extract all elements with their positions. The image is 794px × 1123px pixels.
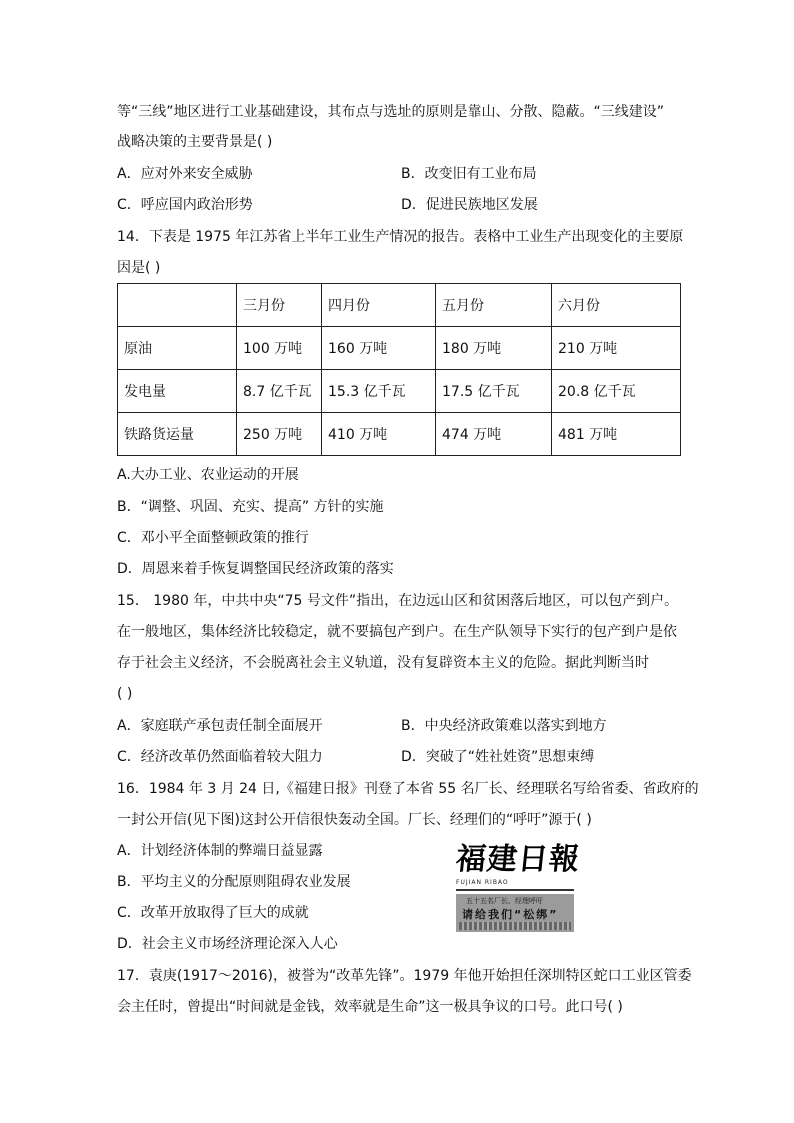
q13-option-c: C．呼应国内政治形势 <box>117 197 253 213</box>
q14-option-b: B．“调整、巩固、充实、提高” 方针的实施 <box>117 499 384 515</box>
table-cell: 210 万吨 <box>552 327 681 370</box>
q14-option-d: D．周恩来着手恢复调整国民经济政策的落实 <box>117 561 394 577</box>
table-cell: 481 万吨 <box>552 413 681 456</box>
table-row <box>118 327 681 370</box>
q16-option-b: B．平均主义的分配原则阻碍农业发展 <box>117 874 351 890</box>
q15-stem-line-2: 在一般地区，集体经济比较稳定，就不要搞包产到户。在生产队领导下实行的包产到户是依 <box>117 624 677 640</box>
q13-stem-line-2: 战略决策的主要背景是( ) <box>117 134 273 150</box>
newspaper-kicker: 五十五名厂长、经理呼吁 <box>466 897 543 905</box>
q15-stem-line-3: 存于社会主义经济，不会脱离社会主义轨道，没有复辟资本主义的危险。据此判断当时 <box>117 655 649 671</box>
q16-option-a: A．计划经济体制的弊端日益显露 <box>117 843 323 859</box>
q17-stem-line-1: 17．袁庚(1917～2016)，被誉为“改革先锋”。1979 年他开始担任深圳特区蛇口工业区管委 <box>117 968 692 984</box>
table-cell: 17.5 亿千瓦 <box>436 370 552 413</box>
q14-stem-line-2: 因是( ) <box>117 260 161 276</box>
table-cell: 100 万吨 <box>237 327 322 370</box>
table-cell: 发电量 <box>118 370 237 413</box>
table-cell: 160 万吨 <box>322 327 436 370</box>
table-cell: 410 万吨 <box>322 413 436 456</box>
newspaper-rule <box>456 889 574 891</box>
newspaper-headline-block <box>456 894 574 932</box>
q15-option-a: A．家庭联产承包责任制全面展开 <box>117 718 323 734</box>
table-header-cell: 四月份 <box>322 284 436 327</box>
newspaper-headline: 请给我们“松绑” <box>462 908 559 921</box>
q14-stem-line-1: 14．下表是 1975 年江苏省上半年工业生产情况的报告。表格中工业生产出现变化的主要原 <box>117 229 684 245</box>
newspaper-masthead: 福建日報 <box>454 842 582 877</box>
q15-stem-line-1: 15． 1980 年，中共中央“75 号文件”指出，在边远山区和贫困落后地区，可以包产到户。 <box>117 593 679 609</box>
newspaper-body-text <box>459 922 571 930</box>
q15-option-c: C．经济改革仍然面临着较大阻力 <box>117 749 323 765</box>
q16-option-c: C．改革开放取得了巨大的成就 <box>117 905 309 921</box>
q13-option-a: A．应对外来安全威胁 <box>117 166 253 182</box>
table-cell: 20.8 亿千瓦 <box>552 370 681 413</box>
table-cell: 180 万吨 <box>436 327 552 370</box>
table-cell: 8.7 亿千瓦 <box>237 370 322 413</box>
table-header-cell: 五月份 <box>436 284 552 327</box>
q16-stem-line-2: 一封公开信(见下图)这封公开信很快轰动全国。厂长、经理们的“呼吁”源于( ) <box>117 812 592 828</box>
fujian-daily-newspaper-image <box>454 842 582 941</box>
q14-option-a: A.大办工业、农业运动的开展 <box>117 467 299 483</box>
table-cell: 铁路货运量 <box>118 413 237 456</box>
table-cell: 250 万吨 <box>237 413 322 456</box>
table-row <box>118 370 681 413</box>
table-header-row <box>118 284 681 327</box>
table-header-cell: 三月份 <box>237 284 322 327</box>
q13-stem-line-1: 等“三线”地区进行工业基础建设，其布点与选址的原则是靠山、分散、隐蔽。“三线建设” <box>117 104 665 120</box>
q13-option-d: D．促进民族地区发展 <box>401 197 538 213</box>
q16-stem-line-1: 16．1984 年 3 月 24 日,《福建日报》刊登了本省 55 名厂长、经理联名写给省委、省政府的 <box>117 781 699 797</box>
q15-stem-line-4: ( ) <box>117 686 133 702</box>
table-row <box>118 413 681 456</box>
table-cell: 15.3 亿千瓦 <box>322 370 436 413</box>
q14-production-table <box>117 283 681 456</box>
q13-option-b: B．改变旧有工业布局 <box>401 166 537 182</box>
newspaper-subline: FUJIAN RIBAO <box>456 879 509 886</box>
q15-option-d: D．突破了“姓社姓资”思想束缚 <box>401 749 595 765</box>
table-cell: 474 万吨 <box>436 413 552 456</box>
q14-option-c: C．邓小平全面整顿政策的推行 <box>117 530 309 546</box>
q16-option-d: D．社会主义市场经济理论深入人心 <box>117 936 338 952</box>
table-header-cell <box>118 284 237 327</box>
q15-option-b: B．中央经济政策难以落实到地方 <box>401 718 607 734</box>
q17-stem-line-2: 会主任时，曾提出“时间就是金钱，效率就是生命”这一极具争议的口号。此口号( ) <box>117 999 623 1015</box>
table-cell: 原油 <box>118 327 237 370</box>
table-header-cell: 六月份 <box>552 284 681 327</box>
